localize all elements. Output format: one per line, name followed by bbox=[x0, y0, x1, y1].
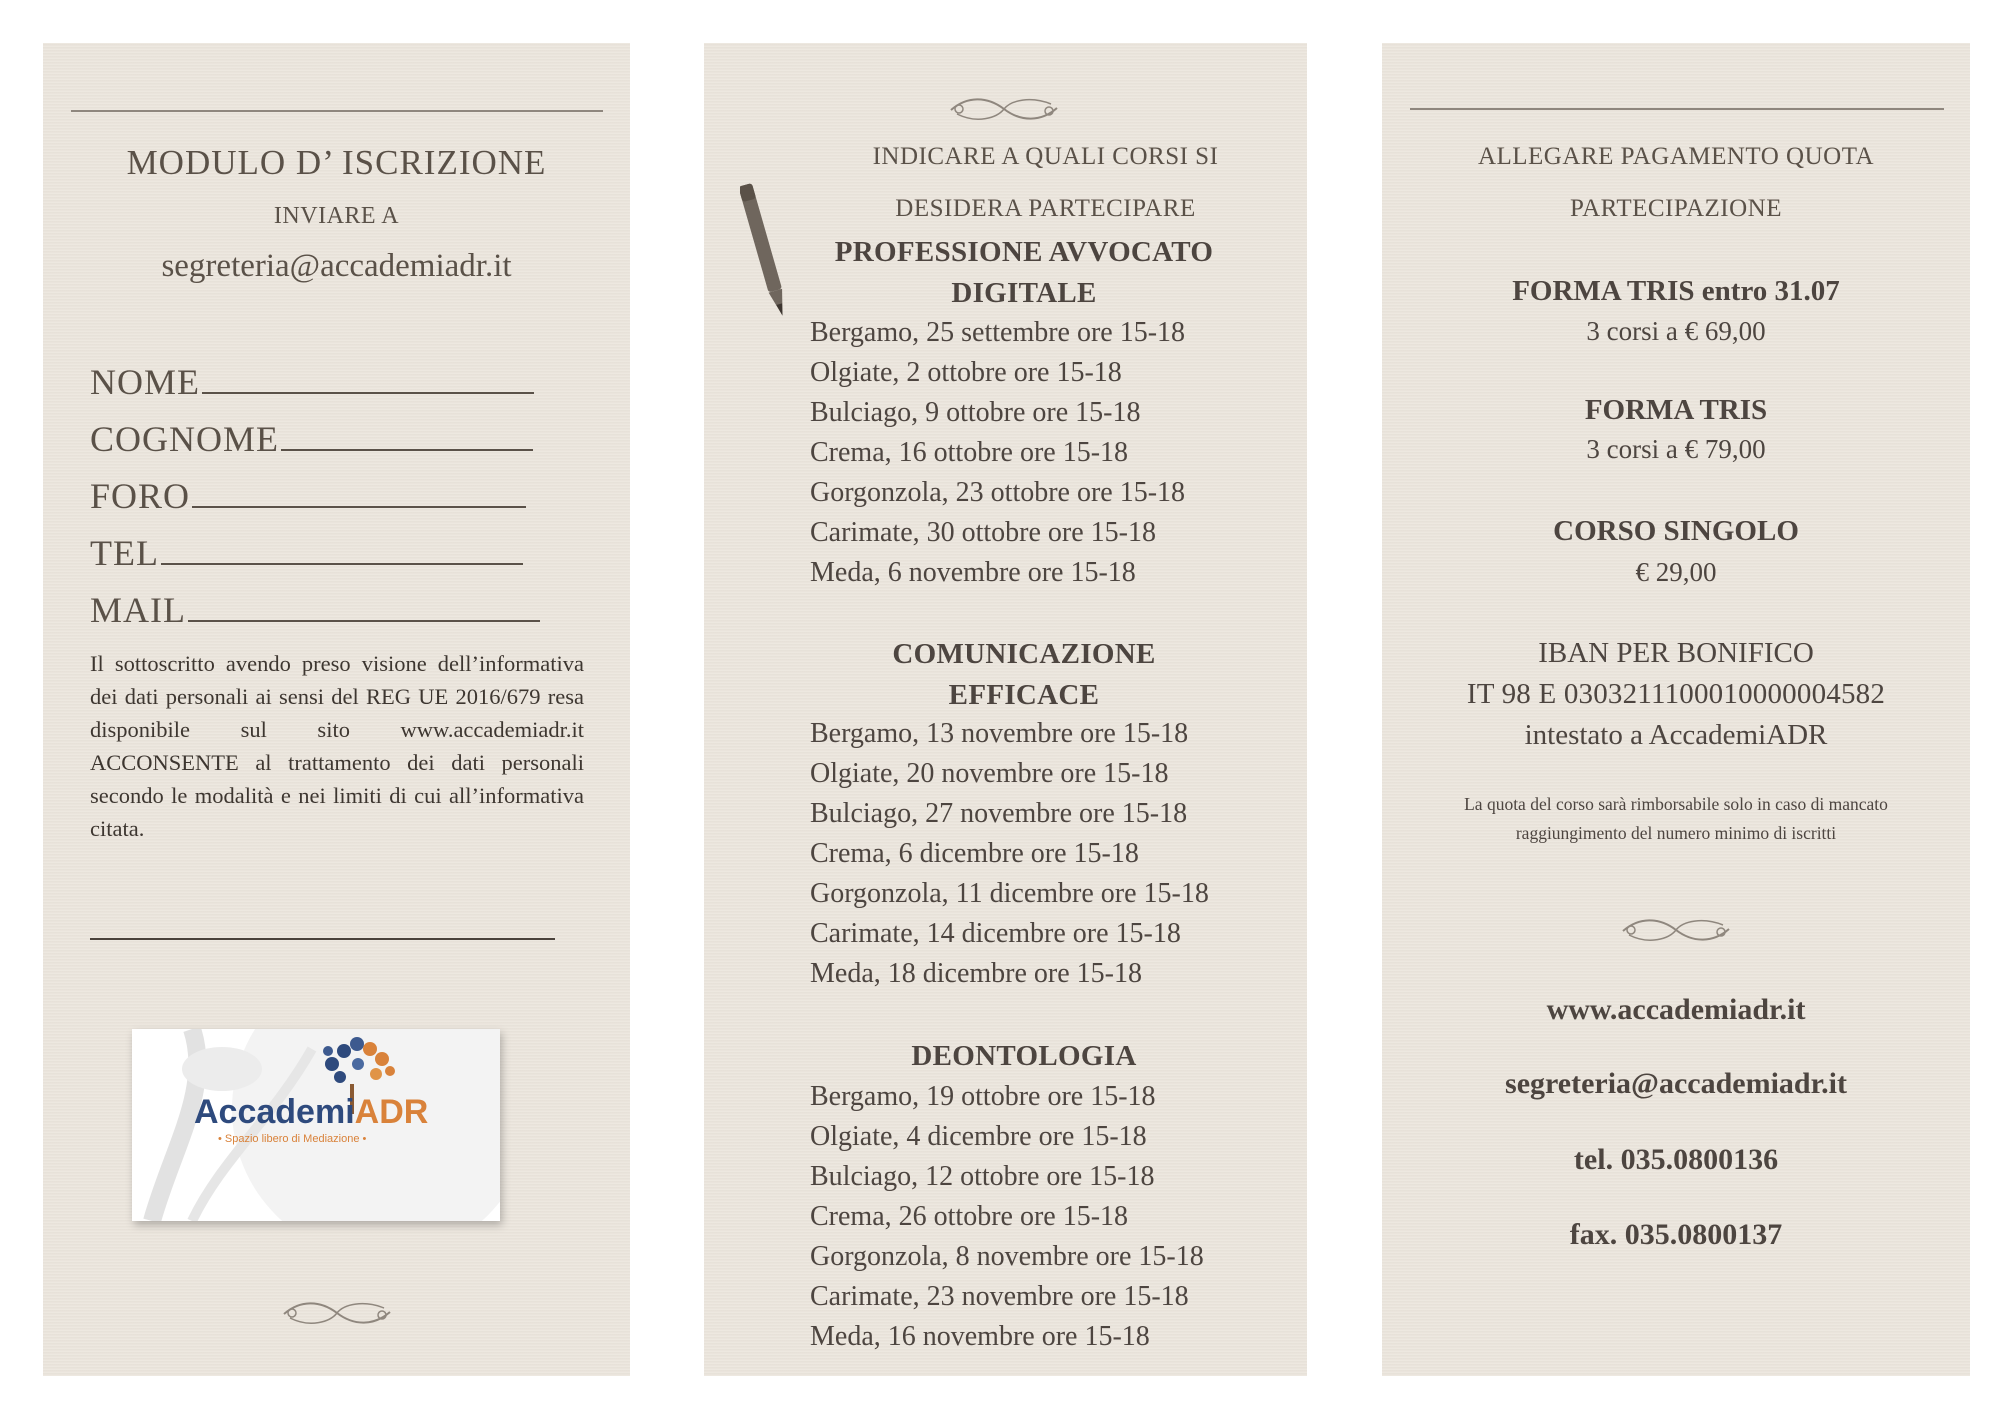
course-dates-deontology bbox=[810, 1077, 1204, 1357]
phone-number[interactable]: tel. 035.0800136 bbox=[1573, 1143, 1779, 1176]
date-item[interactable]: Carimate, 23 novembre ore 15-18 bbox=[810, 1281, 1189, 1312]
surname-field[interactable] bbox=[90, 418, 533, 460]
course-dates-digital bbox=[810, 313, 1185, 593]
date-item[interactable]: Gorgonzola, 8 novembre ore 15-18 bbox=[810, 1241, 1204, 1272]
date-item[interactable]: Bergamo, 13 novembre ore 15-18 bbox=[810, 718, 1189, 749]
mail-label: MAIL bbox=[90, 590, 186, 630]
date-item[interactable]: Meda, 6 novembre ore 15-18 bbox=[810, 557, 1136, 588]
date-item[interactable]: Olgiate, 4 dicembre ore 15-18 bbox=[810, 1121, 1147, 1152]
court-field[interactable] bbox=[90, 475, 526, 517]
name-field[interactable] bbox=[90, 361, 534, 403]
course-title-deontology: DEONTOLOGIA bbox=[911, 1040, 1137, 1072]
date-item[interactable]: Meda, 16 novembre ore 15-18 bbox=[810, 1321, 1150, 1352]
top-divider bbox=[71, 110, 603, 112]
date-item[interactable]: Bulciago, 9 ottobre ore 15-18 bbox=[810, 397, 1141, 428]
offer-title-single: CORSO SINGOLO bbox=[1553, 515, 1799, 547]
date-item[interactable]: Crema, 16 ottobre ore 15-18 bbox=[810, 437, 1129, 468]
offer-detail-early: 3 corsi a € 69,00 bbox=[1586, 316, 1766, 346]
phone-field[interactable] bbox=[90, 532, 523, 574]
course-title-communication: COMUNICAZIONE EFFICACE bbox=[892, 638, 1156, 711]
date-item[interactable]: Bulciago, 12 ottobre ore 15-18 bbox=[810, 1161, 1155, 1192]
refund-note: La quota del corso sarà rimborsabile solo in caso di mancato raggiungimento del numero minimo di iscritti bbox=[1464, 794, 1888, 843]
court-label: FORO bbox=[90, 476, 191, 516]
send-to-label: INVIARE A bbox=[273, 203, 400, 229]
flourish-ornament-icon bbox=[280, 1296, 394, 1330]
accademiadr-logo bbox=[132, 1029, 500, 1221]
date-item[interactable]: Olgiate, 2 ottobre ore 15-18 bbox=[810, 357, 1122, 388]
name-label: NOME bbox=[90, 362, 200, 402]
privacy-consent-text: Il sottoscritto avendo preso visione dell’informativa dei dati personali ai sensi del REG UE 2016/679 resa disponibile sul sito www.accademiadr.it ACCONSENTE al trattamento dei dati personali secondo le modalità e nei limiti di cui all’informativa citata. bbox=[90, 651, 584, 841]
form-title: MODULO D’ ISCRIZIONE bbox=[126, 143, 547, 182]
date-item[interactable]: Gorgonzola, 23 ottobre ore 15-18 bbox=[810, 477, 1186, 508]
phone-label: TEL bbox=[90, 533, 159, 573]
fax-number: fax. 035.0800137 bbox=[1569, 1218, 1783, 1251]
registration-form-panel bbox=[43, 43, 630, 1376]
account-holder: intestato a AccademiADR bbox=[1524, 719, 1828, 751]
date-item[interactable]: Meda, 18 dicembre ore 15-18 bbox=[810, 958, 1142, 989]
courses-heading-line2: DESIDERA PARTECIPARE bbox=[895, 195, 1196, 222]
date-item[interactable]: Bergamo, 19 ottobre ore 15-18 bbox=[810, 1081, 1156, 1112]
email-link[interactable]: segreteria@accademiadr.it bbox=[1505, 1067, 1847, 1100]
offer-detail-tris: 3 corsi a € 79,00 bbox=[1586, 434, 1766, 464]
iban-label: IBAN PER BONIFICO bbox=[1538, 637, 1814, 669]
offer-title-tris: FORMA TRIS bbox=[1584, 394, 1768, 426]
logo-tagline: • Spazio libero di Mediazione • bbox=[218, 1133, 367, 1145]
date-item[interactable]: Carimate, 30 ottobre ore 15-18 bbox=[810, 517, 1157, 548]
top-divider bbox=[1410, 108, 1944, 110]
payment-panel bbox=[1382, 43, 1970, 1376]
mail-field[interactable] bbox=[90, 589, 540, 631]
surname-label: COGNOME bbox=[90, 419, 280, 459]
date-item[interactable]: Carimate, 14 dicembre ore 15-18 bbox=[810, 918, 1181, 949]
date-item[interactable]: Crema, 26 ottobre ore 15-18 bbox=[810, 1201, 1129, 1232]
date-item[interactable]: Crema, 6 dicembre ore 15-18 bbox=[810, 838, 1139, 869]
flourish-ornament-icon bbox=[1619, 913, 1733, 947]
date-item[interactable]: Bergamo, 25 settembre ore 15-18 bbox=[810, 317, 1186, 348]
flourish-ornament-icon bbox=[947, 92, 1061, 126]
date-item[interactable]: Gorgonzola, 11 dicembre ore 15-18 bbox=[810, 878, 1209, 909]
send-to-email: segreteria@accademiadr.it bbox=[161, 248, 512, 284]
signature-line[interactable] bbox=[90, 938, 555, 940]
course-dates-communication bbox=[810, 714, 1209, 994]
website-link[interactable]: www.accademiadr.it bbox=[1546, 993, 1806, 1026]
offer-detail-single: € 29,00 bbox=[1635, 557, 1717, 587]
payment-heading-line1: ALLEGARE PAGAMENTO QUOTA bbox=[1477, 143, 1875, 170]
logo-wordmark: AccademiADR bbox=[194, 1093, 429, 1131]
iban-number: IT 98 E 0303211100010000004582 bbox=[1466, 678, 1886, 710]
payment-heading-line2: PARTECIPAZIONE bbox=[1569, 195, 1783, 222]
offer-title-early: FORMA TRIS entro 31.07 bbox=[1512, 275, 1840, 307]
date-item[interactable]: Olgiate, 20 novembre ore 15-18 bbox=[810, 758, 1169, 789]
course-title-digital: PROFESSIONE AVVOCATO DIGITALE bbox=[834, 236, 1214, 309]
courses-heading-line1: INDICARE A QUALI CORSI SI bbox=[872, 143, 1219, 170]
date-item[interactable]: Bulciago, 27 novembre ore 15-18 bbox=[810, 798, 1188, 829]
courses-panel bbox=[704, 43, 1307, 1376]
